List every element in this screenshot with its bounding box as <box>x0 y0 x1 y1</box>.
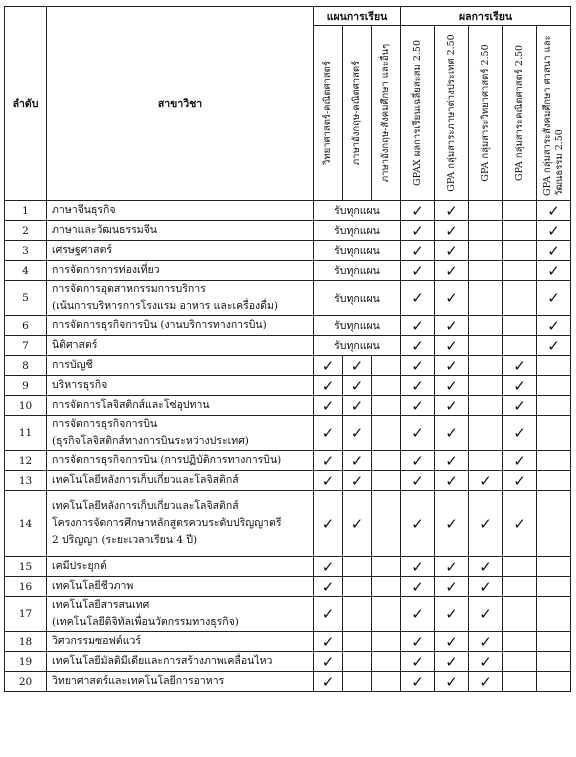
row-number: 1 <box>5 201 47 221</box>
subject-line: (ธุรกิจโลจิสติกส์ทางการบินระหว่างประเทศ) <box>52 435 249 447</box>
row-number: 2 <box>5 221 47 241</box>
check-mark: ✓ <box>469 491 503 557</box>
check-mark: ✓ <box>314 577 343 597</box>
table-row <box>5 471 571 491</box>
admission-table <box>4 6 571 692</box>
check-mark: ✓ <box>401 416 435 451</box>
plan-col-header: ภาษาอังกฤษ-คณิตศาสตร์ <box>343 26 372 201</box>
check-mark: ✓ <box>343 416 372 451</box>
check-mark: ✓ <box>401 396 435 416</box>
check-mark: ✓ <box>401 652 435 672</box>
subject-line: นิติศาสตร์ <box>52 339 98 351</box>
table-row <box>5 577 571 597</box>
result-col-header: GPAX ผลการเรียนเฉลี่ยสะสม 2.50 <box>401 26 435 201</box>
plan-all-cell: รับทุกแผน <box>314 261 401 281</box>
subject-name <box>47 316 314 336</box>
check-mark: ✓ <box>343 396 372 416</box>
row-number: 11 <box>5 416 47 451</box>
empty-cell <box>537 416 571 451</box>
empty-cell <box>503 336 537 356</box>
check-mark: ✓ <box>401 491 435 557</box>
check-mark: ✓ <box>343 376 372 396</box>
check-mark: ✓ <box>435 652 469 672</box>
check-mark: ✓ <box>469 652 503 672</box>
check-mark: ✓ <box>435 416 469 451</box>
check-mark: ✓ <box>435 632 469 652</box>
subject-line: การจัดการธุรกิจการบิน (การปฏิบัติการทางการบิน) <box>52 454 282 466</box>
check-mark: ✓ <box>435 376 469 396</box>
check-mark: ✓ <box>401 451 435 471</box>
subject-line: การจัดการธุรกิจการบิน (งานบริการทางการบิน) <box>52 319 267 331</box>
subject-name <box>47 356 314 376</box>
check-mark: ✓ <box>401 261 435 281</box>
check-mark: ✓ <box>401 376 435 396</box>
check-mark: ✓ <box>469 471 503 491</box>
empty-cell <box>503 281 537 316</box>
check-mark: ✓ <box>314 597 343 632</box>
subject-line: เทคโนโลยีหลังการเก็บเกี่ยวและโลจิสติกส์ <box>52 500 239 512</box>
empty-cell <box>469 281 503 316</box>
empty-cell <box>537 376 571 396</box>
plan-all-cell: รับทุกแผน <box>314 221 401 241</box>
check-mark: ✓ <box>469 557 503 577</box>
row-number: 9 <box>5 376 47 396</box>
subject-line: 2 ปริญญา (ระยะเวลาเรียน 4 ปี) <box>52 534 198 546</box>
empty-cell <box>343 577 372 597</box>
subject-line: (เทคโนโลยีดิจิทัลเพื่อนวัตกรรมทางธุรกิจ) <box>52 616 239 628</box>
row-number: 19 <box>5 652 47 672</box>
empty-cell <box>372 557 401 577</box>
check-mark: ✓ <box>401 356 435 376</box>
row-number: 13 <box>5 471 47 491</box>
row-number: 18 <box>5 632 47 652</box>
check-mark: ✓ <box>401 316 435 336</box>
empty-cell <box>537 471 571 491</box>
subject-name <box>47 652 314 672</box>
col-no-header: ลำดับ <box>5 7 47 201</box>
plan-all-cell: รับทุกแผน <box>314 336 401 356</box>
row-number: 5 <box>5 281 47 316</box>
table-row <box>5 316 571 336</box>
table-row <box>5 632 571 652</box>
plan-col-header: วิทยาศาสตร์-คณิตศาสตร์ <box>314 26 343 201</box>
empty-cell <box>537 396 571 416</box>
empty-cell <box>503 632 537 652</box>
table-row <box>5 597 571 632</box>
subject-line: (เน้นการบริหารการโรงแรม อาหาร และเครื่องดื่ม) <box>52 300 279 312</box>
empty-cell <box>503 201 537 221</box>
subject-line: เทคโนโลยีมัลติมีเดียและการสร้างภาพเคลื่อนไหว <box>52 655 273 667</box>
empty-cell <box>343 632 372 652</box>
table-row <box>5 396 571 416</box>
empty-cell <box>503 577 537 597</box>
table-row <box>5 491 571 557</box>
check-mark: ✓ <box>469 577 503 597</box>
result-col-header: GPA กลุ่มสาระสังคมศึกษา ศาสนา และวัฒนธรรม 2.50 <box>537 26 571 201</box>
plan-all-cell: รับทุกแผน <box>314 281 401 316</box>
empty-cell <box>372 451 401 471</box>
check-mark: ✓ <box>503 416 537 451</box>
check-mark: ✓ <box>537 316 571 336</box>
subject-line: เคมีประยุกต์ <box>52 560 107 572</box>
empty-cell <box>469 356 503 376</box>
row-number: 4 <box>5 261 47 281</box>
empty-cell <box>537 557 571 577</box>
empty-cell <box>372 376 401 396</box>
row-number: 20 <box>5 672 47 692</box>
table-row <box>5 557 571 577</box>
result-col-header: GPA กลุ่มสาระคณิตศาสตร์ 2.50 <box>503 26 537 201</box>
check-mark: ✓ <box>314 557 343 577</box>
subject-name <box>47 451 314 471</box>
check-mark: ✓ <box>435 491 469 557</box>
row-number: 16 <box>5 577 47 597</box>
check-mark: ✓ <box>343 491 372 557</box>
empty-cell <box>372 672 401 692</box>
table-row <box>5 451 571 471</box>
empty-cell <box>372 416 401 451</box>
empty-cell <box>469 221 503 241</box>
col-subject-header: สาขาวิชา <box>47 7 314 201</box>
empty-cell <box>469 261 503 281</box>
check-mark: ✓ <box>469 672 503 692</box>
empty-cell <box>503 652 537 672</box>
subject-line: ภาษาและวัฒนธรรมจีน <box>52 224 157 236</box>
check-mark: ✓ <box>314 416 343 451</box>
result-col-header: GPA กลุ่มสาระวิทยาศาสตร์ 2.50 <box>469 26 503 201</box>
empty-cell <box>372 577 401 597</box>
check-mark: ✓ <box>401 632 435 652</box>
empty-cell <box>343 557 372 577</box>
check-mark: ✓ <box>435 577 469 597</box>
subject-name <box>47 201 314 221</box>
subject-line: การจัดการโลจิสติกส์และโซ่อุปทาน <box>52 399 210 411</box>
check-mark: ✓ <box>503 471 537 491</box>
subject-name <box>47 577 314 597</box>
empty-cell <box>469 316 503 336</box>
table-row <box>5 336 571 356</box>
check-mark: ✓ <box>401 672 435 692</box>
table-row <box>5 201 571 221</box>
check-mark: ✓ <box>314 672 343 692</box>
empty-cell <box>372 356 401 376</box>
empty-cell <box>503 241 537 261</box>
check-mark: ✓ <box>469 597 503 632</box>
table-row <box>5 672 571 692</box>
row-number: 10 <box>5 396 47 416</box>
table-row <box>5 241 571 261</box>
subject-line: การจัดการการท่องเที่ยว <box>52 264 160 276</box>
row-number: 14 <box>5 491 47 557</box>
table-row <box>5 261 571 281</box>
check-mark: ✓ <box>435 356 469 376</box>
check-mark: ✓ <box>435 221 469 241</box>
table-row <box>5 652 571 672</box>
subject-name <box>47 471 314 491</box>
check-mark: ✓ <box>401 557 435 577</box>
row-number: 3 <box>5 241 47 261</box>
subject-name <box>47 261 314 281</box>
row-number: 6 <box>5 316 47 336</box>
check-mark: ✓ <box>401 221 435 241</box>
subject-line: บริหารธุรกิจ <box>52 379 108 391</box>
check-mark: ✓ <box>314 356 343 376</box>
check-mark: ✓ <box>469 632 503 652</box>
empty-cell <box>503 316 537 336</box>
result-col-header: GPA กลุ่มสาระภาษาต่างประเทศ 2.50 <box>435 26 469 201</box>
plan-all-cell: รับทุกแผน <box>314 316 401 336</box>
empty-cell <box>372 632 401 652</box>
table-row <box>5 416 571 451</box>
empty-cell <box>469 451 503 471</box>
empty-cell <box>343 672 372 692</box>
empty-cell <box>537 356 571 376</box>
check-mark: ✓ <box>435 672 469 692</box>
empty-cell <box>372 491 401 557</box>
check-mark: ✓ <box>314 632 343 652</box>
row-number: 15 <box>5 557 47 577</box>
plan-all-cell: รับทุกแผน <box>314 241 401 261</box>
check-mark: ✓ <box>401 281 435 316</box>
row-number: 8 <box>5 356 47 376</box>
subject-line: การจัดการอุตสาหกรรมการบริการ <box>52 283 206 295</box>
check-mark: ✓ <box>435 201 469 221</box>
check-mark: ✓ <box>314 376 343 396</box>
subject-name <box>47 597 314 632</box>
subject-name <box>47 416 314 451</box>
empty-cell <box>343 597 372 632</box>
subject-name <box>47 281 314 316</box>
check-mark: ✓ <box>503 451 537 471</box>
table-row <box>5 281 571 316</box>
subject-name <box>47 491 314 557</box>
plan-group-header: แผนการเรียน <box>314 7 401 26</box>
row-number: 7 <box>5 336 47 356</box>
check-mark: ✓ <box>503 396 537 416</box>
check-mark: ✓ <box>314 396 343 416</box>
subject-name <box>47 221 314 241</box>
check-mark: ✓ <box>537 281 571 316</box>
check-mark: ✓ <box>435 471 469 491</box>
subject-line: ภาษาจีนธุรกิจ <box>52 204 116 216</box>
check-mark: ✓ <box>343 451 372 471</box>
check-mark: ✓ <box>435 451 469 471</box>
empty-cell <box>537 597 571 632</box>
empty-cell <box>537 632 571 652</box>
subject-line: เทคโนโลยีชีวภาพ <box>52 580 134 592</box>
empty-cell <box>372 597 401 632</box>
empty-cell <box>469 201 503 221</box>
row-number: 17 <box>5 597 47 632</box>
check-mark: ✓ <box>537 336 571 356</box>
check-mark: ✓ <box>401 336 435 356</box>
subject-line: เทคโนโลยีหลังการเก็บเกี่ยวและโลจิสติกส์ <box>52 474 239 486</box>
row-number: 12 <box>5 451 47 471</box>
empty-cell <box>503 261 537 281</box>
check-mark: ✓ <box>435 557 469 577</box>
empty-cell <box>372 652 401 672</box>
check-mark: ✓ <box>537 261 571 281</box>
empty-cell <box>503 672 537 692</box>
subject-line: การบัญชี <box>52 359 93 371</box>
subject-line: เศรษฐศาสตร์ <box>52 244 113 256</box>
check-mark: ✓ <box>314 471 343 491</box>
check-mark: ✓ <box>401 471 435 491</box>
subject-line: โครงการจัดการศึกษาหลักสูตรควบระดับปริญญาตรี <box>52 517 282 529</box>
subject-name <box>47 396 314 416</box>
empty-cell <box>537 451 571 471</box>
plan-all-cell: รับทุกแผน <box>314 201 401 221</box>
check-mark: ✓ <box>401 577 435 597</box>
empty-cell <box>372 471 401 491</box>
empty-cell <box>503 221 537 241</box>
check-mark: ✓ <box>435 336 469 356</box>
empty-cell <box>372 396 401 416</box>
empty-cell <box>469 241 503 261</box>
check-mark: ✓ <box>401 241 435 261</box>
empty-cell <box>503 597 537 632</box>
check-mark: ✓ <box>435 261 469 281</box>
subject-line: วิศวกรรมซอฟต์แวร์ <box>52 635 142 647</box>
check-mark: ✓ <box>314 652 343 672</box>
check-mark: ✓ <box>314 451 343 471</box>
check-mark: ✓ <box>537 221 571 241</box>
subject-name <box>47 336 314 356</box>
check-mark: ✓ <box>435 597 469 632</box>
subject-line: เทคโนโลยีสารสนเทศ <box>52 599 150 611</box>
empty-cell <box>537 652 571 672</box>
check-mark: ✓ <box>343 471 372 491</box>
check-mark: ✓ <box>503 491 537 557</box>
empty-cell <box>537 672 571 692</box>
check-mark: ✓ <box>435 316 469 336</box>
check-mark: ✓ <box>343 356 372 376</box>
empty-cell <box>469 336 503 356</box>
result-group-header: ผลการเรียน <box>401 7 571 26</box>
check-mark: ✓ <box>401 597 435 632</box>
check-mark: ✓ <box>435 241 469 261</box>
empty-cell <box>537 491 571 557</box>
empty-cell <box>469 376 503 396</box>
subject-name <box>47 557 314 577</box>
empty-cell <box>343 652 372 672</box>
check-mark: ✓ <box>435 281 469 316</box>
subject-line: การจัดการธุรกิจการบิน <box>52 418 158 430</box>
table-body <box>5 201 571 692</box>
table-row <box>5 356 571 376</box>
plan-col-header: ภาษาอังกฤษ-สังคมศึกษา และอื่นๆ <box>372 26 401 201</box>
subject-line: วิทยาศาสตร์และเทคโนโลยีการอาหาร <box>52 675 225 687</box>
check-mark: ✓ <box>314 491 343 557</box>
check-mark: ✓ <box>401 201 435 221</box>
empty-cell <box>537 577 571 597</box>
subject-name <box>47 672 314 692</box>
subject-name <box>47 241 314 261</box>
empty-cell <box>503 557 537 577</box>
check-mark: ✓ <box>537 201 571 221</box>
check-mark: ✓ <box>503 376 537 396</box>
check-mark: ✓ <box>435 396 469 416</box>
subject-name <box>47 632 314 652</box>
table-row <box>5 376 571 396</box>
check-mark: ✓ <box>503 356 537 376</box>
check-mark: ✓ <box>537 241 571 261</box>
empty-cell <box>469 396 503 416</box>
empty-cell <box>469 416 503 451</box>
subject-name <box>47 376 314 396</box>
table-row <box>5 221 571 241</box>
